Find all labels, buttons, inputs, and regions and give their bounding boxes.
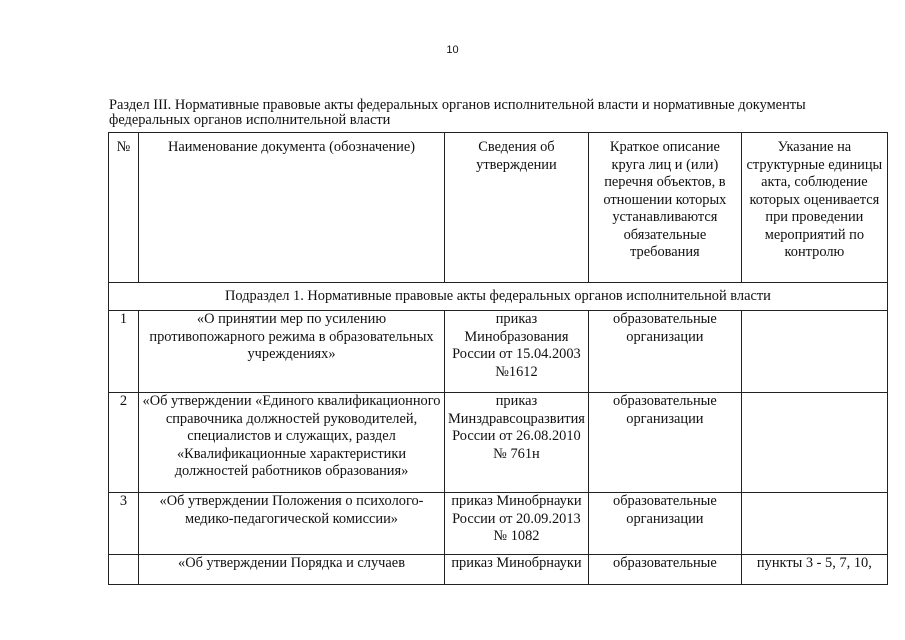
row-number [109,555,139,585]
page-number: 10 [446,44,459,56]
structural-units [741,393,887,493]
requirements-table [108,132,888,585]
approval-info: приказ Минобрнауки [445,555,589,585]
scope-description: образовательные организации [588,493,741,555]
table-row [109,555,888,585]
header-approval: Сведения об утверждении [445,133,589,283]
table-row [109,393,888,493]
scope-description: образовательные организации [588,311,741,393]
table-header-row [109,133,888,283]
approval-info: приказ Минобразования России от 15.04.2003 №1612 [445,311,589,393]
approval-info: приказ Минздравсоцразвития России от 26.08.2010 № 761н [445,393,589,493]
table-row [109,311,888,393]
structural-units [741,311,887,393]
structural-units [741,493,887,555]
approval-info: приказ Минобрнауки России от 20.09.2013 № 1082 [445,493,589,555]
row-number: 1 [109,311,139,393]
section-title: Раздел III. Нормативные правовые акты федеральных органов исполнительной власти и нормативные документы федеральных органов исполнительной власти [109,97,806,128]
row-number: 3 [109,493,139,555]
header-scope: Краткое описание круга лиц и (или) перечня объектов, в отношении которых устанавливаются обязательные требования [588,133,741,283]
scope-description: образовательные организации [588,393,741,493]
header-document-name: Наименование документа (обозначение) [139,133,445,283]
header-structural-units: Указание на структурные единицы акта, соблюдение которых оценивается при проведении мероприятий по контролю [741,133,887,283]
document-name: «Об утверждении Порядка и случаев [139,555,445,585]
header-number: № [109,133,139,283]
subsection-row [109,283,888,311]
document-name: «О принятии мер по усилению противопожарного режима в образовательных учреждениях» [139,311,445,393]
structural-units: пункты 3 - 5, 7, 10, [741,555,887,585]
document-name: «Об утверждении «Единого квалификационного справочника должностей руководителей, специалистов и служащих, раздел «Квалификационные характеристики должностей работников образования» [139,393,445,493]
subsection-title: Подраздел 1. Нормативные правовые акты федеральных органов исполнительной власти [109,283,888,311]
row-number: 2 [109,393,139,493]
document-name: «Об утверждении Положения о психолого-медико-педагогической комиссии» [139,493,445,555]
table-row [109,493,888,555]
scope-description: образовательные [588,555,741,585]
